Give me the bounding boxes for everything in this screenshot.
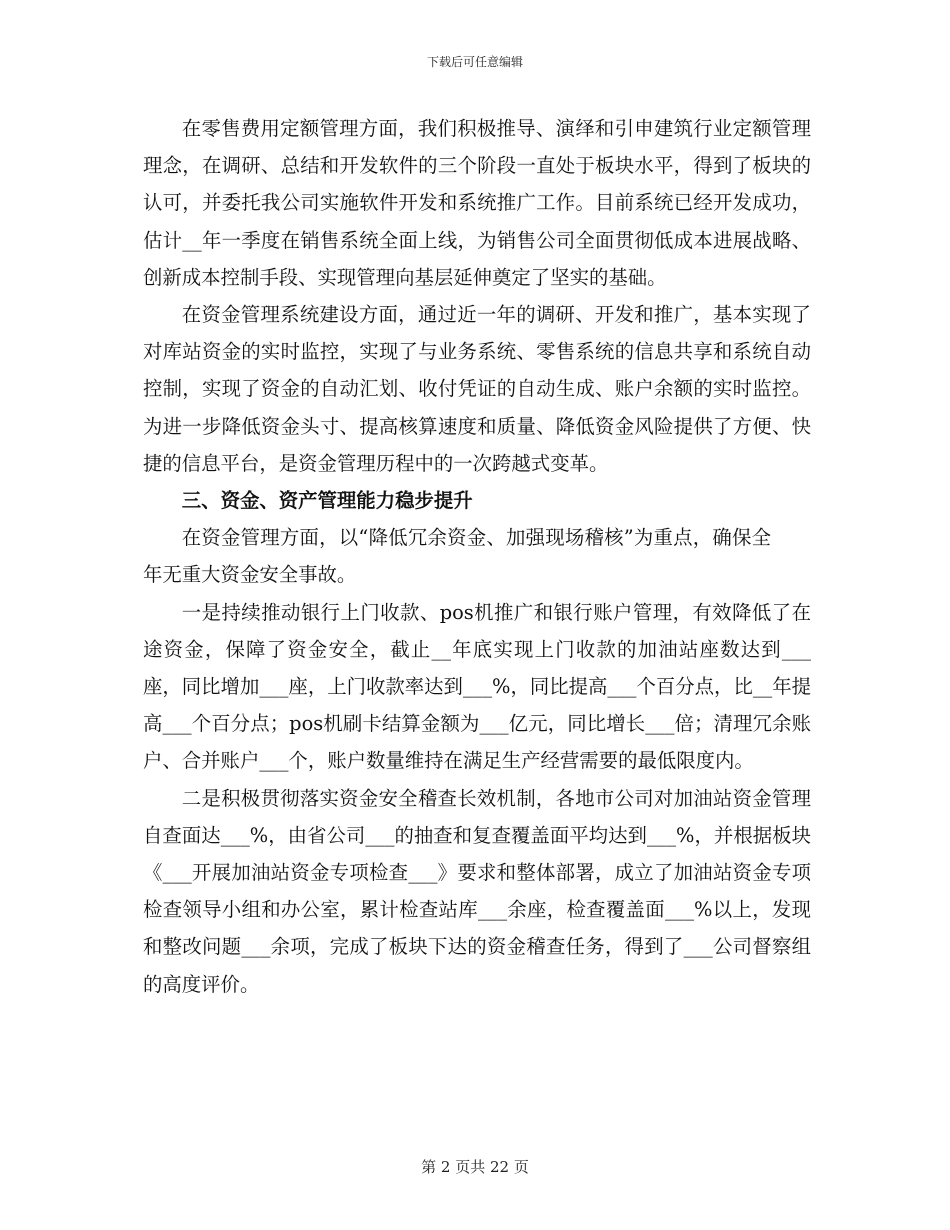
paragraph-fund-management: 在资金管理方面，以“降低冗余资金、加强现场稽核”为重点，确保全年无重大资金安全事故。: [143, 526, 771, 587]
paragraph-retail-quota: 在零售费用定额管理方面，我们积极推导、演绎和引申建筑行业定额管理理念，在调研、总结和开发软件的三个阶段一直处于板块水平，得到了板块的认可，并委托我公司实施软件开发和系统推广工作。目前系统已经开发成功，估计__年一季度在销售系统全面上线，为销售公司全面贯彻低成本进展战略、创新成本控制手段、实现管理向基层延伸奠定了坚实的基础。: [143, 117, 811, 289]
paragraph-item-one: 一是持续推动银行上门收款、pos机推广和银行账户管理，有效降低了在途资金，保障了资金安全，截止__年底实现上门收款的加油站座数达到___座，同比增加___座，上门收款率达到___%，同比提高___个百分点，比__年提高___个百分点；pos机刷卡结算金额为___亿元，同比增长___倍；清理冗余账户、合并账户___个，账户数量维持在满足生产经营需要的最低限度内。: [143, 600, 812, 773]
section-heading: 三、资金、资产管理能力稳步提升: [181, 489, 473, 513]
page-footer: 第 2 页共 22 页: [421, 1158, 529, 1176]
paragraph-item-two: 二是积极贯彻落实资金安全稽查长效机制，各地市公司对加油站资金管理自查面达___%，由省公司___的抽查和复查覆盖面平均达到___%，并根据板块《___开展加油站资金专项检查___》要求和整体部署，成立了加油站资金专项检查领导小组和办公室，累计检查站库___余座，检查覆盖面___%以上，发现和整改问题___余项，完成了板块下达的资金稽查任务，得到了___公司督察组的高度评价。: [143, 786, 811, 996]
paragraph-fund-system: 在资金管理系统建设方面，通过近一年的调研、开发和推广，基本实现了对库站资金的实时监控，实现了与业务系统、零售系统的信息共享和系统自动控制，实现了资金的自动汇划、收付凭证的自动生成、账户余额的实时监控。为进一步降低资金头寸、提高核算速度和质量、降低资金风险提供了方便、快捷的信息平台，是资金管理历程中的一次跨越式变革。: [143, 303, 811, 475]
page-header-note: 下载后可任意编辑: [426, 55, 523, 69]
document-body: [143, 110, 811, 1003]
